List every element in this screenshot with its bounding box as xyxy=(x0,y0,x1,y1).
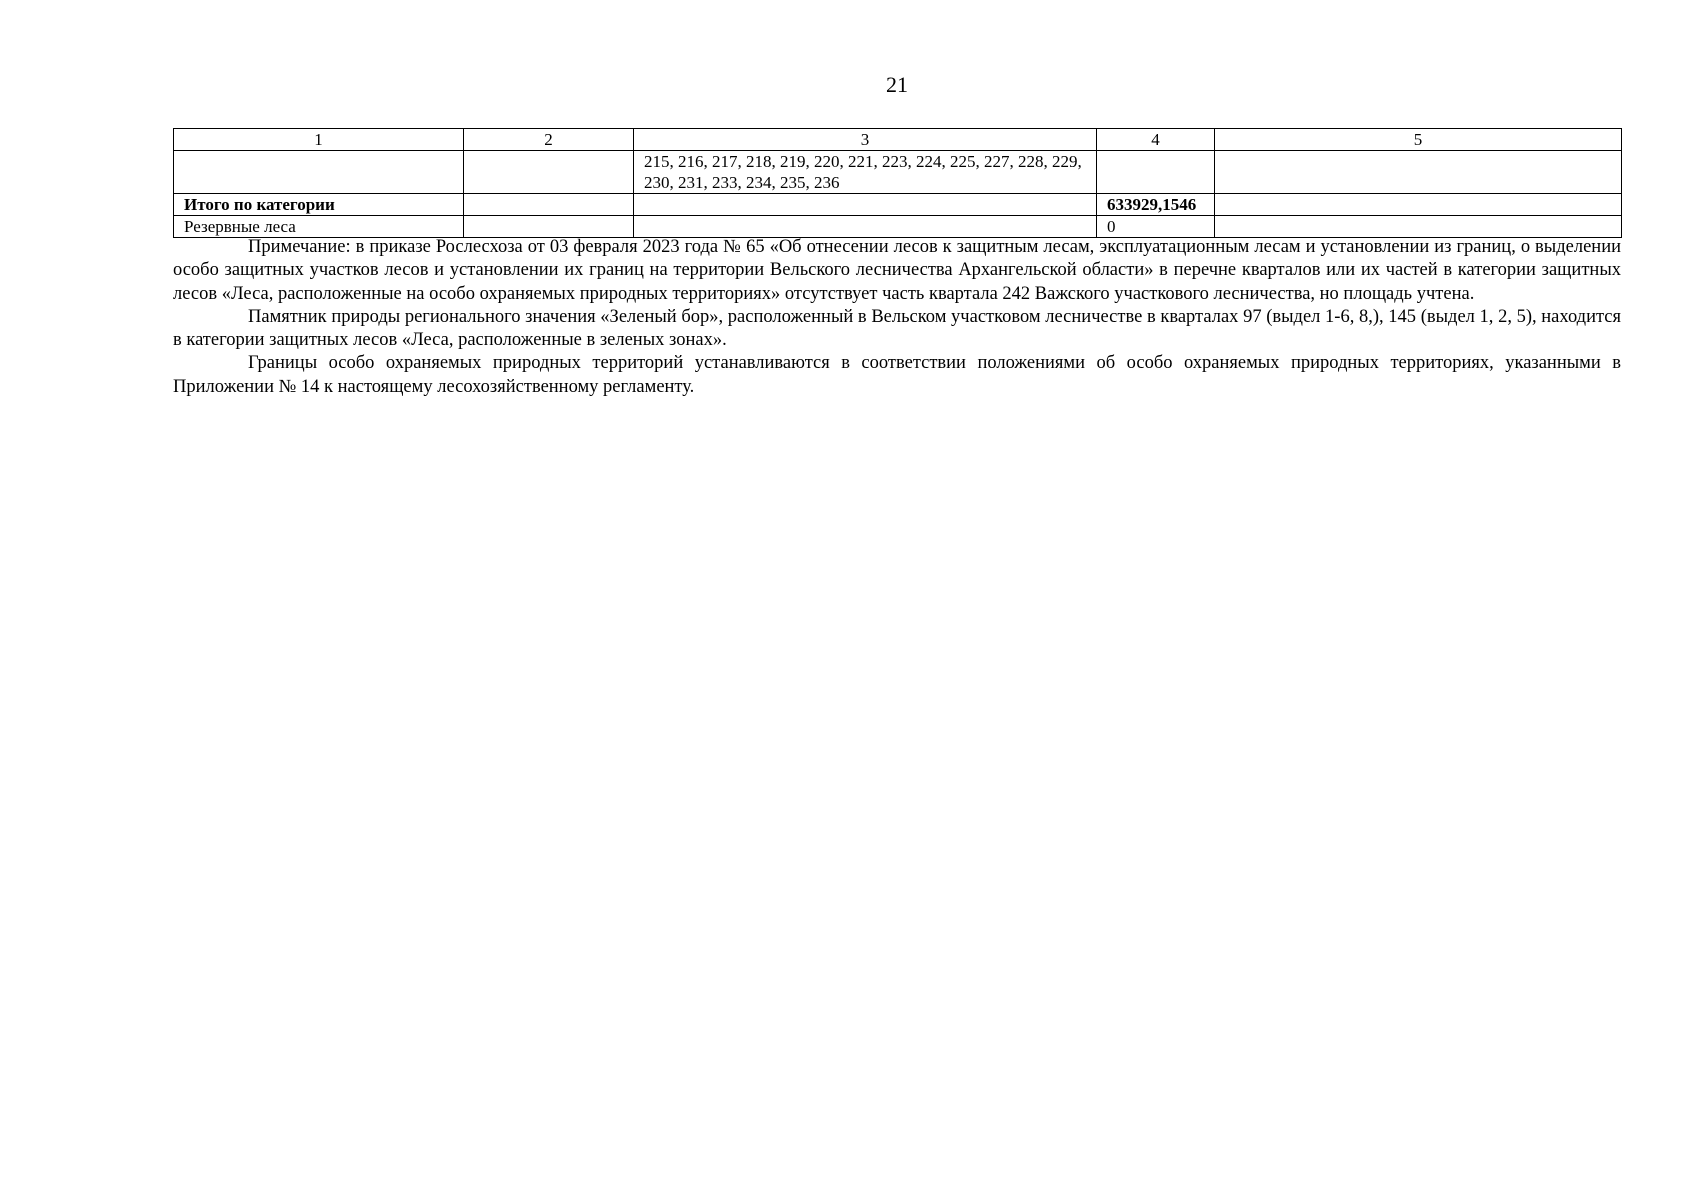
table-row-total xyxy=(174,194,1622,216)
note-paragraph: Памятник природы регионального значения «Зеленый бор», расположенный в Вельском участковом лесничестве в кварталах 97 (выдел 1-6, 8,), 145 (выдел 1, 2, 5), находится в категории защитных лесов «Леса, расположенные в зеленых зонах». xyxy=(173,306,1621,351)
column-header: 2 xyxy=(464,129,634,151)
column-header: 4 xyxy=(1097,129,1215,151)
table-cell xyxy=(634,194,1097,216)
table-cell xyxy=(174,151,464,194)
table-cell xyxy=(464,151,634,194)
page-number: 21 xyxy=(886,72,908,97)
note-paragraph: Границы особо охраняемых природных территорий устанавливаются в соответствии положениями об особо охраняемых природных территориях, указанными в Приложении № 14 к настоящему лесохозяйственному регламенту. xyxy=(173,353,1621,397)
reserve-label-cell: Резервные леса xyxy=(174,216,464,238)
notes-section xyxy=(173,236,1621,399)
table-row xyxy=(174,151,1622,194)
table-cell xyxy=(1215,216,1622,238)
note-paragraph: Примечание: в приказе Рослесхоза от 03 февраля 2023 года № 65 «Об отнесении лесов к защитным лесам, эксплуатационным лесам и установлении из границ, о выделении особо защитных участков лесов и установлении их границ на территории Вельского лесничества Архангельской области» в перечне кварталов или их частей в категории защитных лесов «Леса, расположенные на особо охраняемых природных территориях» отсутствует часть квартала 242 Важского участкового лесничества, но площадь учтена. xyxy=(173,237,1621,304)
table-row-reserve xyxy=(174,216,1622,238)
table-cell xyxy=(464,216,634,238)
table-cell xyxy=(1215,151,1622,194)
total-area-cell: 633929,1546 xyxy=(1097,194,1215,216)
column-header: 5 xyxy=(1215,129,1622,151)
reserve-area-cell: 0 xyxy=(1097,216,1215,238)
table-cell xyxy=(464,194,634,216)
table-cell xyxy=(634,216,1097,238)
table-header-row xyxy=(174,129,1622,151)
data-table xyxy=(173,128,1622,238)
total-label-cell: Итого по категории xyxy=(174,194,464,216)
quarters-list-cell: 215, 216, 217, 218, 219, 220, 221, 223, 224, 225, 227, 228, 229, 230, 231, 233, 234, 235, 236 xyxy=(634,151,1097,194)
column-header: 3 xyxy=(634,129,1097,151)
table-cell xyxy=(1215,194,1622,216)
table-cell xyxy=(1097,151,1215,194)
column-header: 1 xyxy=(174,129,464,151)
